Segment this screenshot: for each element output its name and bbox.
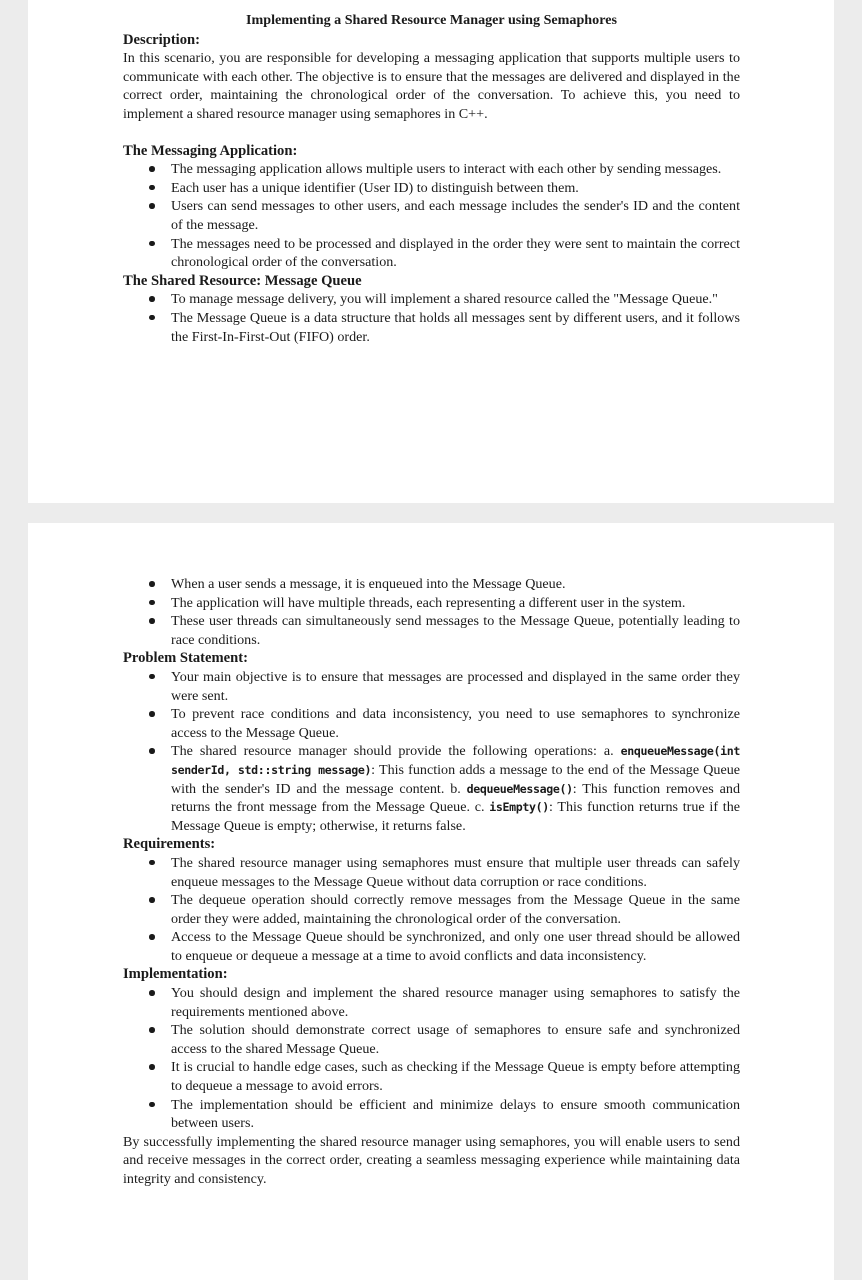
implementation-list: [123, 984, 740, 1133]
isempty-description: : This function returns true if the Message Queue is empty; otherwise, it returns false.: [171, 799, 740, 834]
list-item: The application will have multiple threads, each representing a different user in the system.: [171, 594, 740, 613]
shared-resource-list-continued: [123, 575, 740, 649]
list-item: Each user has a unique identifier (User ID) to distinguish between them.: [171, 179, 740, 198]
list-item: These user threads can simultaneously send messages to the Message Queue, potentially leading to race conditions.: [171, 613, 740, 648]
document-title: Implementing a Shared Resource Manager using Semaphores: [246, 12, 617, 28]
messaging-app-list: [123, 160, 740, 272]
list-item: Access to the Message Queue should be synchronized, and only one user thread should be allowed to enqueue or dequeue a message at a time to avoid conflicts and data inconsistency.: [171, 929, 740, 964]
document-page-2: [28, 523, 834, 1280]
page-2-content: [123, 575, 740, 1189]
enqueue-signature: enqueueMessage(int senderId, std::string message): [171, 744, 740, 777]
document-page-1: [28, 0, 834, 503]
implementation-heading: Implementation:: [123, 966, 228, 983]
list-item: The messaging application allows multiple users to interact with each other by sending messages.: [171, 160, 740, 179]
list-item: The dequeue operation should correctly remove messages from the Message Queue in the same order they were added, maintaining the chronological order of the conversation.: [171, 892, 740, 927]
list-item: You should design and implement the shared resource manager using semaphores to satisfy the requirements mentioned above.: [171, 985, 740, 1020]
list-item: When a user sends a message, it is enqueued into the Message Queue.: [171, 575, 740, 594]
operations-intro: The shared resource manager should provide the following operations: a.: [171, 743, 614, 760]
dequeue-description: : This function removes and returns the front message from the Message Queue. c.: [171, 780, 740, 816]
list-item: To prevent race conditions and data inconsistency, you need to use semaphores to synchronize access to the Message Queue.: [171, 706, 740, 741]
list-item: Users can send messages to other users, and each message includes the sender's ID and the content of the message.: [171, 198, 740, 233]
problem-statement-heading: Problem Statement:: [123, 650, 248, 667]
list-item: The shared resource manager using semaphores must ensure that multiple user threads can safely enqueue messages to the Message Queue without data corruption or race conditions.: [171, 854, 740, 890]
list-item: The solution should demonstrate correct usage of semaphores to ensure safe and synchronized access to the shared Message Queue.: [171, 1022, 740, 1057]
operations-list-item: [171, 742, 740, 835]
requirements-list: [123, 854, 740, 966]
description-heading: Description:: [123, 31, 201, 48]
shared-resource-list: [123, 290, 740, 346]
enqueue-description: : This function adds a message to the end of the Message Queue with the sender's ID and the message content. b.: [171, 761, 741, 797]
list-item: The messages need to be processed and displayed in the order they were sent to maintain the correct chronological order of the conversation.: [171, 235, 740, 271]
problem-statement-list: [123, 668, 740, 835]
list-item: The implementation should be efficient and minimize delays to ensure smooth communication between users.: [171, 1096, 740, 1132]
requirements-heading: Requirements:: [123, 836, 216, 853]
section-spacer: [123, 124, 740, 142]
list-item: It is crucial to handle edge cases, such as checking if the Message Queue is empty before attempting to dequeue a message to avoid errors.: [171, 1059, 740, 1095]
shared-resource-heading: The Shared Resource: Message Queue: [123, 272, 362, 289]
conclusion-text: By successfully implementing the shared resource manager using semaphores, you will enable users to send and receive messages in the correct order, creating a seamless messaging experience while maintaining data integrity and consistency.: [123, 1133, 740, 1187]
description-text: In this scenario, you are responsible for developing a messaging application that supports multiple users to communicate with each other. The objective is to ensure that the messages are delivered and displayed in the correct order, maintaining the chronological order of the conversation. To achieve this, you need to implement a shared resource manager using semaphores in C++.: [123, 50, 740, 122]
dequeue-signature: dequeueMessage(): [466, 781, 573, 796]
list-item: To manage message delivery, you will implement a shared resource called the "Message Queue.": [171, 290, 740, 309]
messaging-app-heading: The Messaging Application:: [123, 142, 298, 159]
list-item: Your main objective is to ensure that messages are processed and displayed in the same order they were sent.: [171, 668, 740, 704]
list-item: The Message Queue is a data structure that holds all messages sent by different users, and it follows the First-In-First-Out (FIFO) order.: [171, 309, 740, 345]
page-1-content: [123, 11, 740, 346]
isempty-signature: isEmpty(): [489, 800, 549, 815]
